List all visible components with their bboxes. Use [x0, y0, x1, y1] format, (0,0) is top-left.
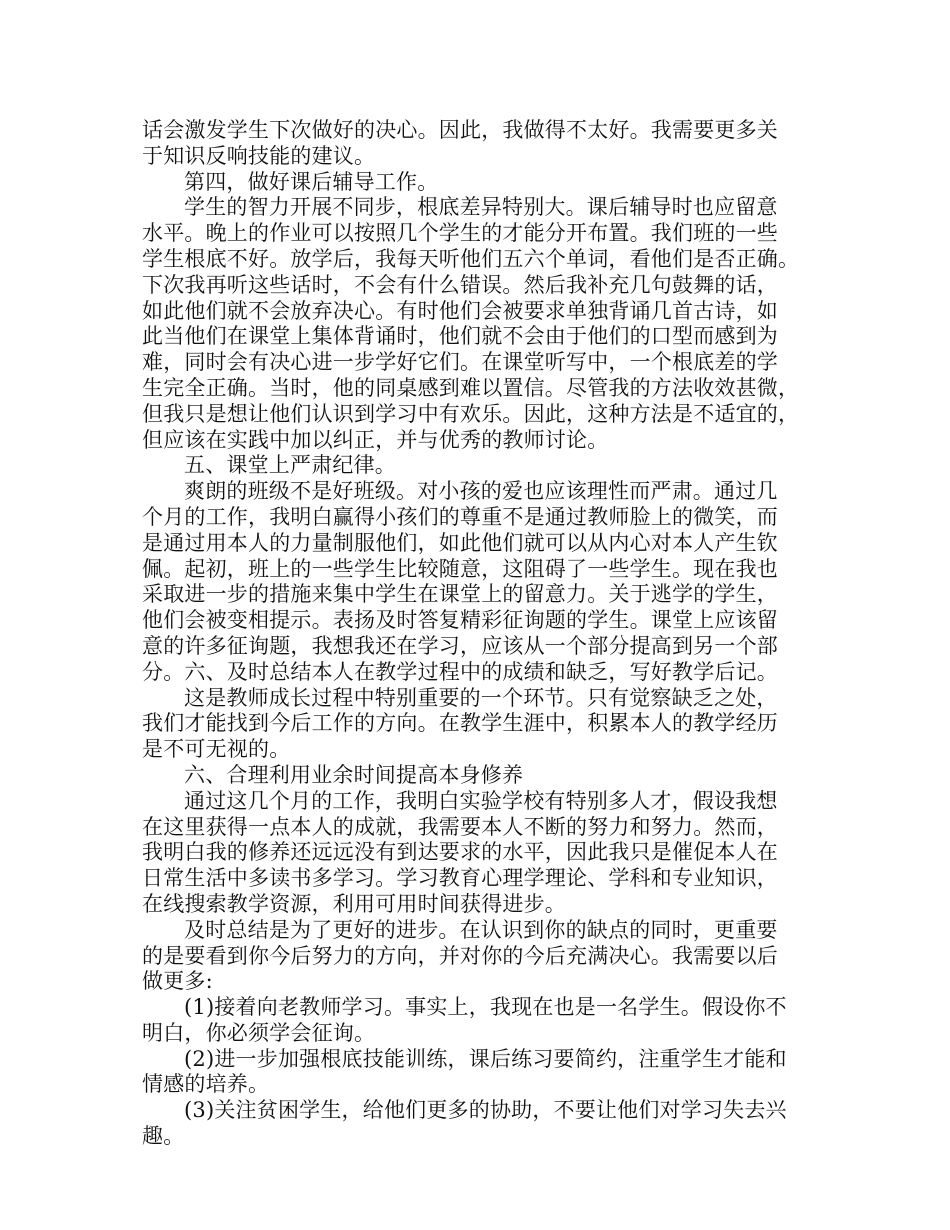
text-line: 水平。晚上的作业可以按照几个学生的才能分开布置。我们班的一些 [142, 221, 778, 246]
text-line: 但应该在实践中加以纠正，并与优秀的教师讨论。 [142, 427, 609, 452]
text-line: 学生根底不好。放学后，我每天听他们五六个单词，看他们是否正确。 [142, 246, 800, 271]
text-line: 个月的工作，我明白赢得小孩们的尊重不是通过教师脸上的微笑，而 [142, 504, 778, 529]
document-body [142, 118, 822, 1150]
text-line: 做更多: [142, 969, 213, 994]
text-line: 情感的培养。 [142, 1072, 270, 1097]
paragraph [142, 995, 822, 1047]
paragraph [142, 918, 822, 995]
text-line: 及时总结是为了更好的进步。在认识到你的缺点的同时，更重要 [184, 917, 778, 942]
text-line: 此当他们在课堂上集体背诵时，他们就不会由于他们的口型而感到为 [142, 324, 778, 349]
text-line: 在线搜索教学资源，利用可用时间获得进步。 [142, 891, 566, 916]
text-line: 五、课堂上严肃纪律。 [184, 453, 396, 478]
text-line: (1)接着向老教师学习。事实上，我现在也是一名学生。假设你不 [184, 995, 787, 1020]
text-line: 这是教师成长过程中特别重要的一个环节。只有觉察缺乏之处， [184, 685, 778, 710]
paragraph [142, 118, 822, 170]
text-line: 难，同时会有决心进一步学好它们。在课堂听写中，一个根底差的学 [142, 350, 778, 375]
text-line: 趣。 [142, 1124, 185, 1149]
text-line: 话会激发学生下次做好的决心。因此，我做得不太好。我需要更多关 [142, 118, 778, 142]
text-line: 在这里获得一点本人的成就，我需要本人不断的努力和努力。然而， [142, 814, 778, 839]
text-line: 但我只是想让他们认识到学习中有欢乐。因此，这种方法是不适宜的， [142, 401, 800, 426]
text-line: 是通过用本人的力量制服他们，如此他们就可以从内心对本人产生钦 [142, 530, 778, 555]
text-line: 我明白我的修养还远远没有到达要求的水平，因此我只是催促本人在 [142, 840, 778, 865]
text-line: 他们会被变相提示。表扬及时答复精彩征询题的学生。课堂上应该留 [142, 608, 778, 633]
text-line: 的是要看到你今后努力的方向，并对你的今后充满决心。我需要以后 [142, 943, 778, 968]
paragraph [142, 1047, 822, 1099]
text-line: 爽朗的班级不是好班级。对小孩的爱也应该理性而严肃。通过几 [184, 479, 778, 504]
paragraph [142, 195, 822, 453]
text-line: 于知识反响技能的建议。 [142, 143, 376, 168]
paragraph [142, 686, 822, 763]
text-line: 分。六、及时总结本人在教学过程中的成绩和缺乏，写好教学后记。 [142, 659, 778, 684]
paragraph [142, 453, 822, 479]
text-line: 我们才能找到今后工作的方向。在教学生涯中，积累本人的教学经历 [142, 711, 778, 736]
text-line: 日常生活中多读书多学习。学习教育心理学理论、学科和专业知识， [142, 866, 778, 891]
text-line: 明白，你必须学会征询。 [142, 1020, 376, 1045]
text-line: 六、合理利用业余时间提高本身修养 [184, 762, 524, 787]
text-line: 采取进一步的措施来集中学生在课堂上的留意力。关于逃学的学生， [142, 582, 778, 607]
paragraph [142, 763, 822, 789]
text-line: 如此他们就不会放弃决心。有时他们会被要求单独背诵几首古诗，如 [142, 298, 778, 323]
paragraph [142, 479, 822, 685]
text-line: 通过这几个月的工作，我明白实验学校有特别多人才，假设我想 [184, 788, 778, 813]
text-line: 第四，做好课后辅导工作。 [184, 169, 439, 194]
text-line: (2)进一步加强根底技能训练，课后练习要简约，注重学生才能和 [184, 1046, 787, 1071]
text-line: 意的许多征询题，我想我还在学习，应该从一个部分提高到另一个部 [142, 633, 778, 658]
text-line: 学生的智力开展不同步，根底差异特别大。课后辅导时也应留意 [184, 195, 778, 220]
paragraph [142, 170, 822, 196]
paragraph [142, 789, 822, 918]
text-line: 佩。起初，班上的一些学生比较随意，这阻碍了一些学生。现在我也 [142, 556, 778, 581]
text-line: (3)关注贫困学生，给他们更多的协助，不要让他们对学习失去兴 [184, 1098, 787, 1123]
text-line: 下次我再听这些话时，不会有什么错误。然后我补充几句鼓舞的话， [142, 272, 778, 297]
paragraph [142, 1098, 822, 1150]
text-line: 生完全正确。当时，他的同桌感到难以置信。尽管我的方法收效甚微， [142, 375, 800, 400]
text-line: 是不可无视的。 [142, 737, 291, 762]
